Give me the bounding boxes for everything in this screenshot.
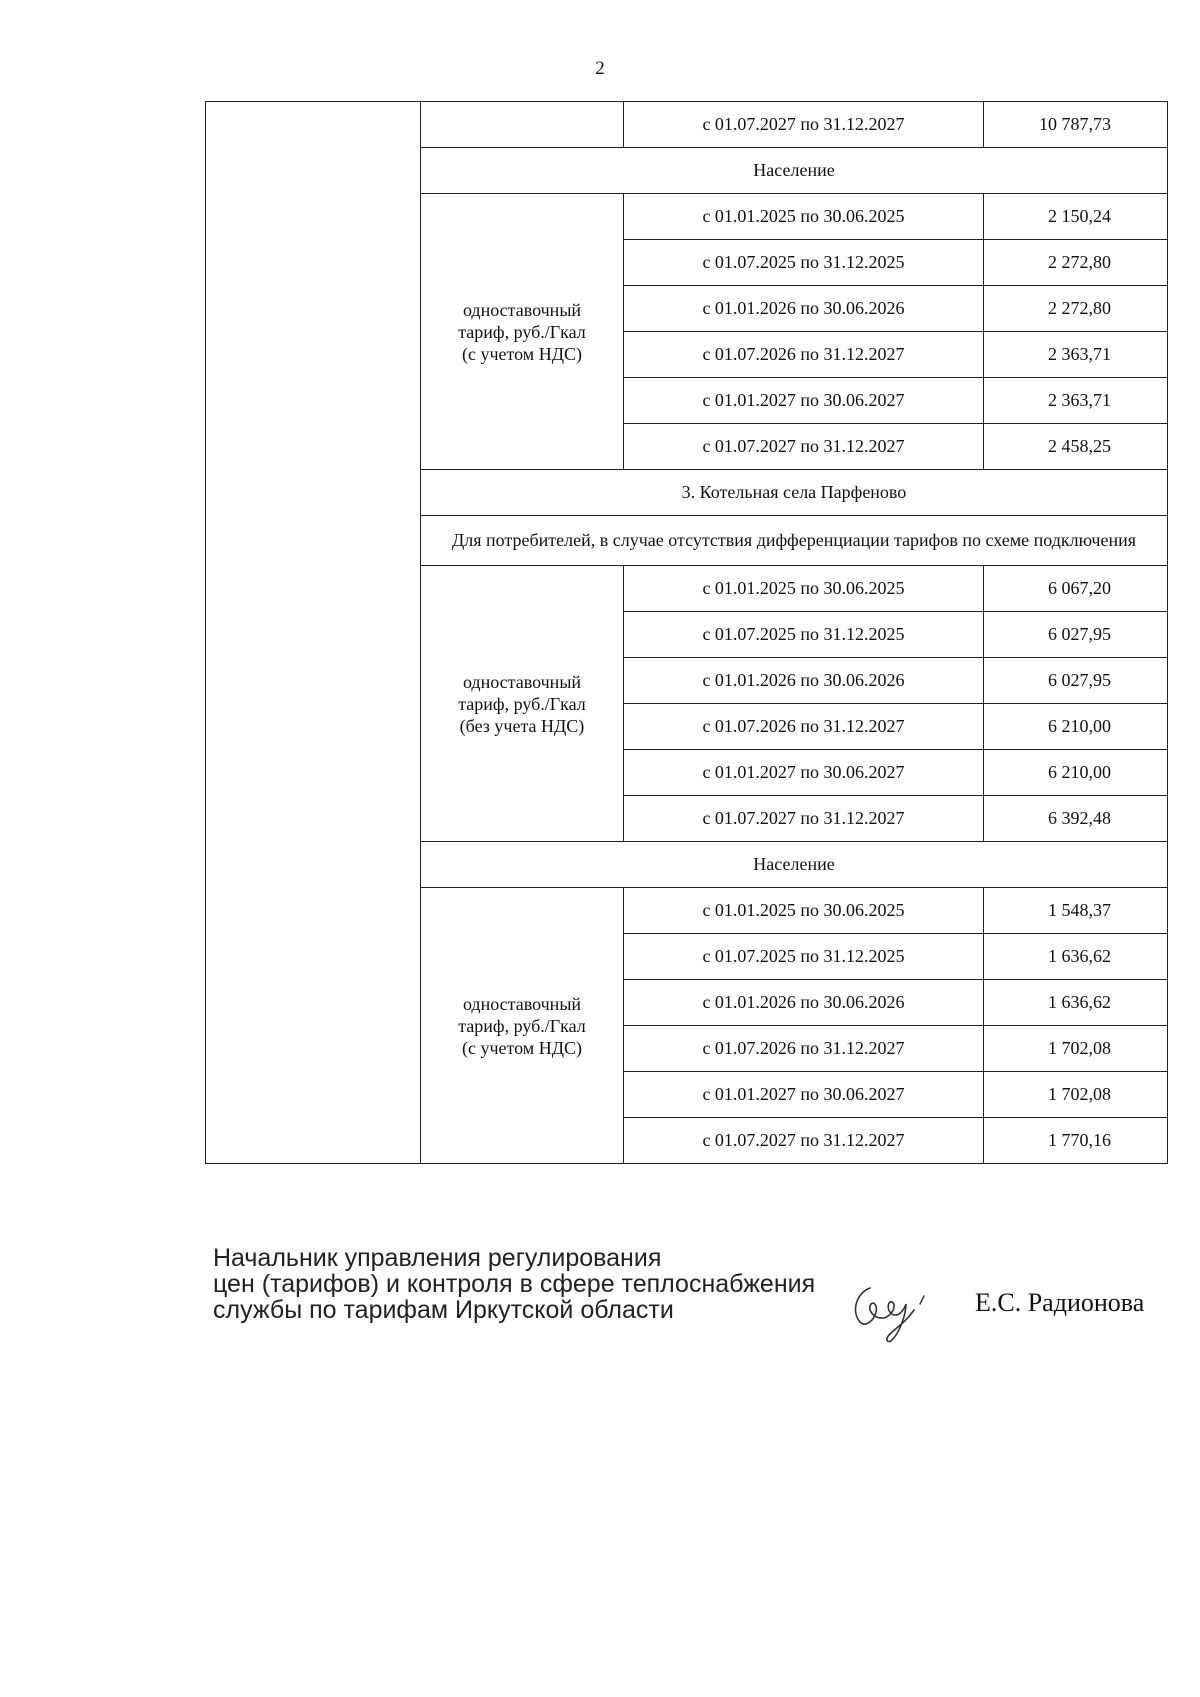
period-cell: с 01.01.2027 по 30.06.2027	[624, 750, 984, 796]
tariff-label-line: одноставочный	[462, 671, 582, 692]
tariff-label-line: тариф, руб./Гкал	[458, 693, 586, 714]
period-cell: с 01.07.2025 по 31.12.2025	[624, 934, 984, 980]
period-cell: с 01.01.2025 по 30.06.2025	[624, 194, 984, 240]
period-cell: с 01.07.2027 по 31.12.2027	[624, 1118, 984, 1164]
period-cell: с 01.07.2027 по 31.12.2027	[624, 424, 984, 470]
value-cell: 6 210,00	[984, 750, 1168, 796]
period-cell: с 01.01.2025 по 30.06.2025	[624, 888, 984, 934]
signer-name: Е.С. Радионова	[975, 1288, 1145, 1317]
tariff-type-label-1	[421, 194, 624, 470]
period-cell: с 01.07.2027 по 31.12.2027	[624, 102, 984, 148]
value-cell: 1 770,16	[984, 1118, 1168, 1164]
period-cell: с 01.01.2026 по 30.06.2026	[624, 980, 984, 1026]
value-cell: 2 458,25	[984, 424, 1168, 470]
page-number: 2	[595, 58, 605, 79]
period-cell: с 01.07.2026 по 31.12.2027	[624, 332, 984, 378]
value-cell: 2 272,80	[984, 240, 1168, 286]
tariff-label-line: одноставочный	[462, 299, 582, 320]
value-cell: 1 702,08	[984, 1072, 1168, 1118]
value-cell: 6 210,00	[984, 704, 1168, 750]
handwritten-signature	[840, 1270, 940, 1350]
tariff-label-line: (с учетом НДС)	[462, 343, 582, 364]
value-cell: 6 027,95	[984, 658, 1168, 704]
period-cell: с 01.07.2025 по 31.12.2025	[624, 612, 984, 658]
tariff-label-line: тариф, руб./Гкал	[458, 321, 586, 342]
value-cell: 2 363,71	[984, 378, 1168, 424]
value-cell: 1 636,62	[984, 980, 1168, 1026]
period-cell: с 01.07.2025 по 31.12.2025	[624, 240, 984, 286]
value-cell: 2 150,24	[984, 194, 1168, 240]
period-cell: с 01.01.2026 по 30.06.2026	[624, 658, 984, 704]
value-cell: 6 027,95	[984, 612, 1168, 658]
section-title: 3. Котельная села Парфеново	[421, 470, 1168, 516]
position-line: службы по тарифам Иркутской области	[213, 1296, 674, 1324]
value-cell: 1 702,08	[984, 1026, 1168, 1072]
tariff-table	[205, 101, 1168, 1164]
blank-first-column	[206, 102, 421, 1164]
tariff-type-label-3	[421, 888, 624, 1164]
group-heading-population-1: Население	[421, 148, 1168, 194]
value-cell: 2 272,80	[984, 286, 1168, 332]
period-cell: с 01.01.2026 по 30.06.2026	[624, 286, 984, 332]
period-cell: с 01.07.2026 по 31.12.2027	[624, 1026, 984, 1072]
tariff-label-line: (с учетом НДС)	[462, 1037, 582, 1058]
tariff-label-line: (без учета НДС)	[459, 715, 585, 736]
value-cell: 6 067,20	[984, 566, 1168, 612]
period-cell: с 01.07.2027 по 31.12.2027	[624, 796, 984, 842]
group-heading-population-2: Население	[421, 842, 1168, 888]
period-cell: с 01.01.2027 по 30.06.2027	[624, 1072, 984, 1118]
value-cell: 1 636,62	[984, 934, 1168, 980]
position-line: цен (тарифов) и контроля в сфере теплоснабжения	[213, 1270, 816, 1298]
period-cell: с 01.01.2025 по 30.06.2025	[624, 566, 984, 612]
consumers-heading: Для потребителей, в случае отсутствия дифференциации тарифов по схеме подключения	[421, 516, 1168, 566]
position-line: Начальник управления регулирования	[213, 1244, 662, 1272]
period-cell: с 01.07.2026 по 31.12.2027	[624, 704, 984, 750]
tariff-type-label-2	[421, 566, 624, 842]
tariff-label-line: одноставочный	[462, 993, 582, 1014]
value-cell: 2 363,71	[984, 332, 1168, 378]
blank-label-cell	[421, 102, 624, 148]
tariff-label-line: тариф, руб./Гкал	[458, 1015, 586, 1036]
signatory-position	[213, 1245, 815, 1323]
period-cell: с 01.01.2027 по 30.06.2027	[624, 378, 984, 424]
value-cell: 6 392,48	[984, 796, 1168, 842]
table-row	[206, 102, 1168, 148]
value-cell: 10 787,73	[984, 102, 1168, 148]
value-cell: 1 548,37	[984, 888, 1168, 934]
